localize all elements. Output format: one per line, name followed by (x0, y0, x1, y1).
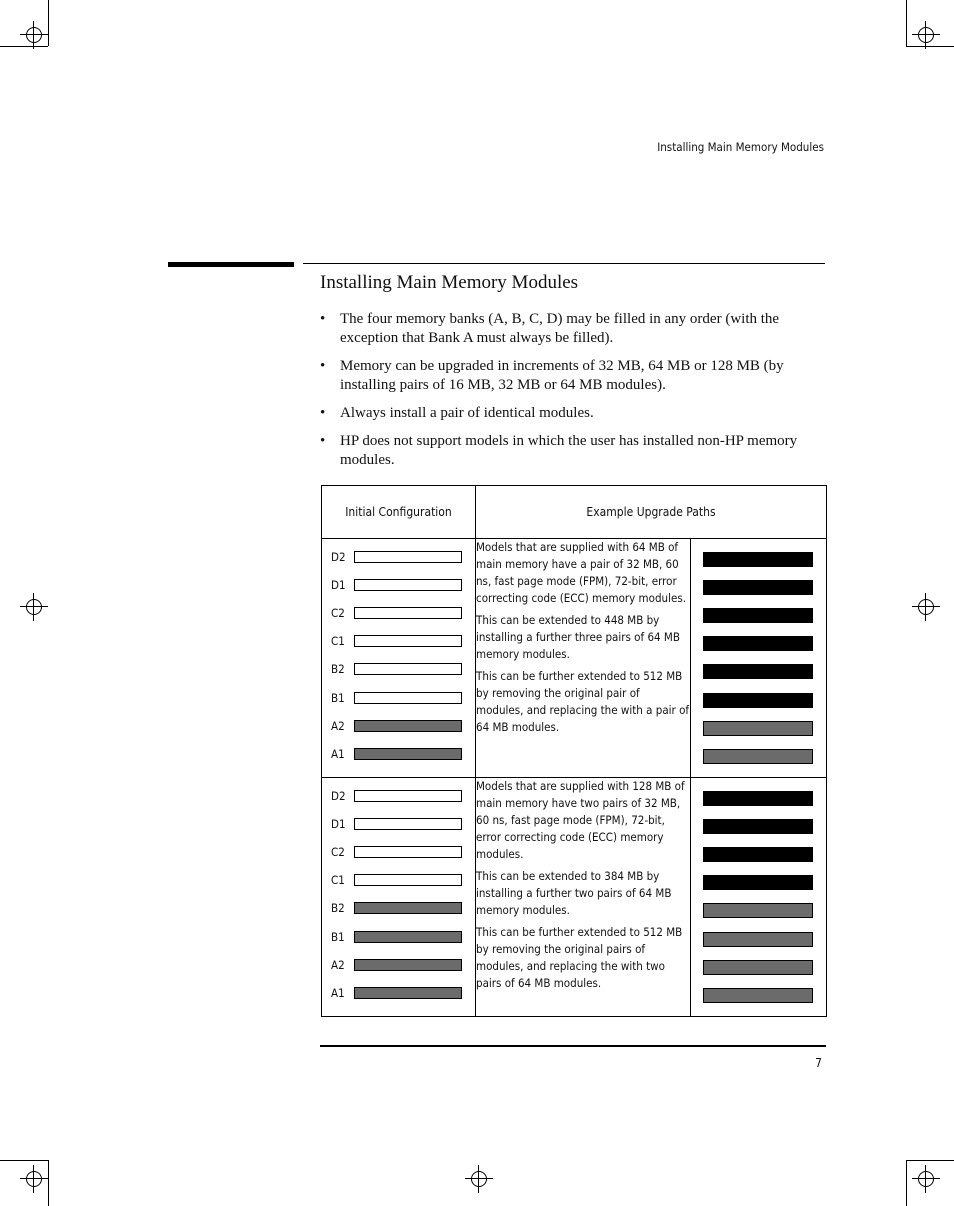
bullet-icon: • (320, 433, 326, 449)
trim-mark (906, 46, 954, 47)
bullet-item: • The four memory banks (A, B, C, D) may be filled in any order (with the exception that Bank A must always be filled). (320, 311, 780, 346)
trim-mark (48, 1160, 49, 1206)
crosshair-icon (912, 593, 940, 621)
crosshair-icon (465, 1165, 493, 1193)
memory-module-empty (354, 818, 462, 830)
slot-label: B2 (331, 662, 345, 677)
slot-label: B1 (331, 690, 345, 705)
crosshair-icon (912, 1165, 940, 1193)
section-rule-thin (303, 263, 825, 264)
upgrade-slot-a2 (703, 960, 813, 975)
description-cell: Models that are supplied with 64 MB of main memory have a pair of 32 MB, 60 ns, fast page mode (FPM), 72-bit, error correcting code (ECC) memory modules. This can be extended to 448 MB by installing a further three pairs of 64 MB memory modules. This can be further extended to 512 MB by removing the original pair of modules, and replacing the with a pair of 64 MB modules. (476, 539, 691, 778)
memory-module-added (703, 636, 813, 651)
upgrade-slot-a1 (703, 749, 813, 764)
memory-module-original (354, 959, 462, 971)
memory-slot-c1 (322, 872, 476, 888)
memory-module-original (703, 749, 813, 764)
slot-label: B2 (331, 901, 345, 916)
crosshair-icon (20, 1165, 48, 1193)
bullet-item: • Always install a pair of identical modules. (320, 405, 594, 421)
memory-slot-b2 (322, 900, 476, 916)
memory-slot-d2 (322, 788, 476, 804)
upgrade-slot-a1 (703, 988, 813, 1003)
memory-configuration-table (321, 485, 827, 1017)
memory-module-original (703, 988, 813, 1003)
header-upgrade-paths: Example Upgrade Paths (476, 486, 827, 539)
trim-mark (0, 46, 48, 47)
bullet-item: • HP does not support models in which the user has installed non-HP memory modules. (320, 433, 798, 468)
memory-module-added (703, 608, 813, 623)
memory-slot-c2 (322, 844, 476, 860)
upgrade-slot-d1 (703, 580, 813, 595)
slot-label: C1 (331, 634, 345, 649)
description-cell: Models that are supplied with 128 MB of main memory have two pairs of 32 MB, 60 ns, fast page mode (FPM), 72-bit, error correcting code (ECC) memory modules. This can be extended to 384 MB by installing a further two pairs of 64 MB memory modules. This can be further extended to 512 MB by removing the original pairs of modules, and replacing the with two pairs of 64 MB modules. (476, 778, 691, 1017)
memory-module-original (703, 903, 813, 918)
trim-mark (906, 1160, 907, 1206)
memory-module-empty (354, 874, 462, 886)
upgrade-slot-b2 (703, 664, 813, 679)
table-header-row (322, 486, 827, 539)
memory-module-original (354, 902, 462, 914)
memory-module-added (703, 875, 813, 890)
memory-slot-c2 (322, 605, 476, 621)
memory-module-added (703, 580, 813, 595)
memory-module-added (703, 664, 813, 679)
initial-config-cell (322, 778, 476, 1017)
memory-slot-a2 (322, 957, 476, 973)
bullet-item: • Memory can be upgraded in increments of 32 MB, 64 MB or 128 MB (by installing pairs of 16 MB, 32 MB or 64 MB modules). (320, 358, 784, 393)
section-rule-thick (168, 262, 294, 267)
slot-label: C2 (331, 606, 345, 621)
upgrade-slot-c2 (703, 608, 813, 623)
slot-label: D2 (331, 550, 346, 564)
crosshair-icon (912, 21, 940, 49)
memory-module-empty (354, 663, 462, 675)
memory-module-original (354, 748, 462, 760)
memory-module-added (703, 847, 813, 862)
crosshair-icon (20, 593, 48, 621)
upgrade-config-cell (691, 778, 827, 1017)
table-row (322, 778, 827, 1017)
slot-label: D1 (331, 578, 346, 593)
upgrade-slot-a2 (703, 721, 813, 736)
memory-module-empty (354, 635, 462, 647)
upgrade-slot-b2 (703, 903, 813, 918)
memory-slot-b1 (322, 690, 476, 706)
memory-module-original (703, 932, 813, 947)
memory-module-original (354, 987, 462, 999)
page-number: 7 (815, 1056, 822, 1070)
upgrade-slot-c1 (703, 875, 813, 890)
memory-slot-d2 (322, 549, 476, 565)
memory-module-original (354, 931, 462, 943)
memory-module-added (703, 552, 813, 567)
memory-module-added (703, 791, 813, 806)
memory-slot-d1 (322, 577, 476, 593)
slot-label: A1 (331, 985, 345, 1000)
slot-label: A2 (331, 957, 345, 972)
memory-slot-a1 (322, 985, 476, 1001)
memory-module-empty (354, 846, 462, 858)
memory-module-empty (354, 790, 462, 802)
trim-mark (906, 0, 907, 46)
trim-mark (48, 0, 49, 46)
initial-config-cell (322, 539, 476, 778)
memory-slot-b1 (322, 929, 476, 945)
bullet-icon: • (320, 311, 326, 327)
upgrade-slot-d2 (703, 791, 813, 806)
header-initial-configuration: Initial Configuration (322, 486, 476, 539)
running-header: Installing Main Memory Modules (657, 140, 824, 154)
memory-module-original (354, 720, 462, 732)
slot-label: A1 (331, 746, 345, 761)
slot-label: C2 (331, 845, 345, 860)
footer-rule (320, 1045, 826, 1047)
memory-module-added (703, 819, 813, 834)
bullet-icon: • (320, 358, 326, 374)
memory-slot-a1 (322, 746, 476, 762)
memory-module-empty (354, 692, 462, 704)
memory-slot-b2 (322, 661, 476, 677)
memory-slot-d1 (322, 816, 476, 832)
upgrade-slot-b1 (703, 932, 813, 947)
memory-module-original (703, 721, 813, 736)
memory-module-added (703, 693, 813, 708)
section-title: Installing Main Memory Modules (320, 272, 579, 293)
slot-label: A2 (331, 718, 345, 733)
crosshair-icon (20, 21, 48, 49)
upgrade-slot-d2 (703, 552, 813, 567)
upgrade-slot-b1 (703, 693, 813, 708)
memory-slot-a2 (322, 718, 476, 734)
slot-label: D2 (331, 789, 346, 803)
memory-module-empty (354, 607, 462, 619)
trim-mark (0, 1160, 48, 1161)
memory-slot-c1 (322, 633, 476, 649)
table-row (322, 539, 827, 778)
upgrade-slot-d1 (703, 819, 813, 834)
memory-module-empty (354, 579, 462, 591)
memory-module-original (703, 960, 813, 975)
upgrade-slot-c1 (703, 636, 813, 651)
bullet-list (320, 310, 830, 479)
memory-module-empty (354, 551, 462, 563)
trim-mark (906, 1160, 954, 1161)
slot-label: C1 (331, 873, 345, 888)
slot-label: B1 (331, 929, 345, 944)
bullet-icon: • (320, 405, 326, 421)
upgrade-config-cell (691, 539, 827, 778)
slot-label: D1 (331, 817, 346, 832)
upgrade-slot-c2 (703, 847, 813, 862)
